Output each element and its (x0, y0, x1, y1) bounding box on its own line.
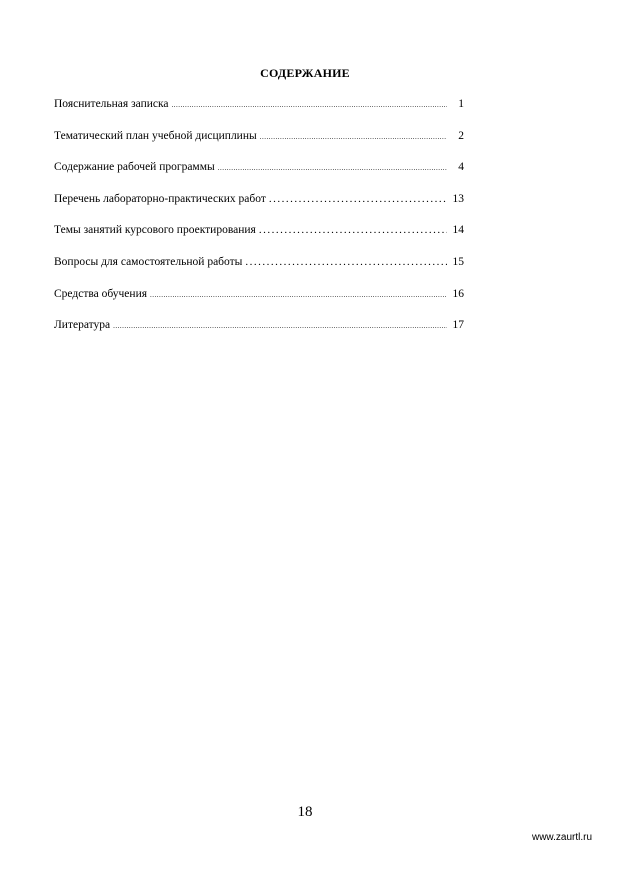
toc-entry-page: 13 (452, 192, 464, 205)
toc-entry (54, 319, 464, 351)
toc-entry-label: Тематический план учебной дисциплины (54, 129, 257, 142)
toc-leader-dots (150, 291, 447, 299)
toc-entry (54, 130, 464, 162)
toc-entry-label: Темы занятий курсового проектирования (54, 224, 256, 237)
toc-leader-dots (269, 193, 447, 205)
toc-leader-dots (218, 164, 447, 172)
toc-entry (54, 288, 464, 320)
toc-entry (54, 98, 464, 130)
toc-entry-page: 17 (452, 319, 464, 332)
table-of-contents (54, 98, 464, 351)
page-number: 18 (297, 804, 313, 820)
toc-title: СОДЕРЖАНИЕ (260, 66, 350, 80)
toc-entry-label: Средства обучения (54, 287, 148, 300)
toc-leader-dots (113, 322, 447, 330)
toc-leader-dots (172, 101, 447, 109)
toc-entry (54, 256, 464, 288)
toc-entry-page: 4 (458, 161, 464, 174)
toc-entry (54, 224, 464, 256)
toc-entry (54, 193, 464, 225)
toc-entry-label: Вопросы для самостоятельной работы (54, 255, 243, 268)
site-watermark: www.zaurtl.ru (531, 832, 592, 843)
toc-leader-dots (260, 133, 447, 141)
toc-entry-page: 2 (458, 129, 464, 142)
toc-entry (54, 161, 464, 193)
toc-entry-page: 15 (452, 255, 464, 268)
toc-entry-label: Пояснительная записка (54, 98, 169, 110)
toc-leader-dots (245, 256, 447, 268)
toc-entry-page: 16 (452, 287, 464, 300)
toc-entry-label: Содержание рабочей программы (54, 161, 215, 174)
toc-leader-dots (259, 224, 447, 236)
toc-entry-label: Перечень лабораторно-практических работ (54, 192, 266, 205)
toc-entry-page: 1 (458, 98, 464, 110)
toc-entry-page: 14 (452, 224, 464, 237)
toc-entry-label: Литература (54, 319, 111, 332)
